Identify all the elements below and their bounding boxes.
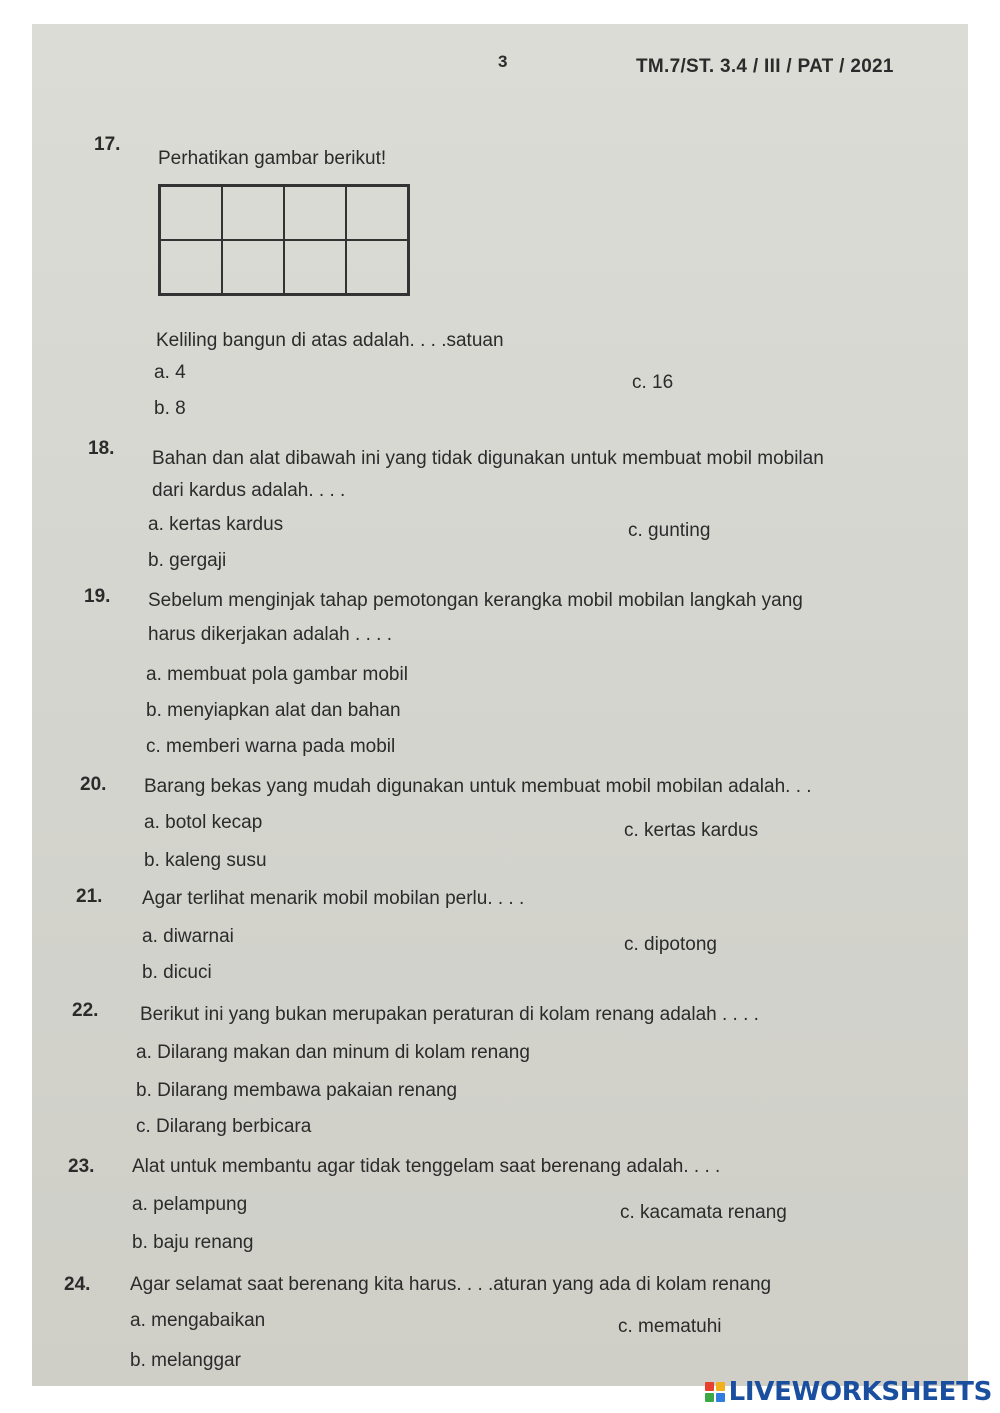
- question-number: 23.: [68, 1156, 95, 1177]
- option-b: b. kaleng susu: [144, 850, 267, 871]
- option-c: c. mematuhi: [618, 1316, 722, 1337]
- question-text: Alat untuk membantu agar tidak tenggelam saat berenang adalah. . . .: [132, 1156, 721, 1177]
- option-c: c. kertas kardus: [624, 820, 759, 841]
- option-c: c. dipotong: [624, 934, 717, 955]
- page-number: 3: [498, 52, 508, 71]
- question-text-continued: Keliling bangun di atas adalah. . . .satuan: [156, 330, 504, 351]
- option-b: b. 8: [154, 398, 186, 419]
- option-c: c. Dilarang berbicara: [136, 1116, 312, 1137]
- question-number: 21.: [76, 886, 103, 907]
- option-b: b. baju renang: [132, 1232, 254, 1253]
- option-c: c. 16: [632, 372, 674, 393]
- question-text: Berikut ini yang bukan merupakan peraturan di kolam renang adalah . . . .: [140, 1004, 759, 1025]
- liveworksheets-icon: [705, 1382, 725, 1402]
- option-c: c. memberi warna pada mobil: [146, 736, 396, 757]
- option-b: b. dicuci: [142, 962, 212, 983]
- option-b: b. melanggar: [130, 1350, 241, 1371]
- question-text-continued: dari kardus adalah. . . .: [152, 480, 346, 501]
- option-b: b. Dilarang membawa pakaian renang: [136, 1080, 458, 1101]
- question-text: Bahan dan alat dibawah ini yang tidak digunakan untuk membuat mobil mobilan: [152, 448, 824, 469]
- option-a: a. kertas kardus: [148, 514, 284, 535]
- brand-name: LIVEWORKSHEETS: [728, 1377, 992, 1407]
- question-text: Perhatikan gambar berikut!: [158, 148, 387, 169]
- option-a: a. Dilarang makan dan minum di kolam renang: [136, 1042, 530, 1063]
- question-number: 20.: [80, 774, 107, 795]
- rectangle-grid-figure: [158, 184, 410, 296]
- option-a: a. botol kecap: [144, 812, 263, 833]
- question-text-continued: harus dikerjakan adalah . . . .: [148, 624, 392, 645]
- option-a: a. mengabaikan: [130, 1310, 266, 1331]
- question-number: 24.: [64, 1274, 91, 1295]
- question-number: 19.: [84, 586, 111, 607]
- document-code: TM.7/ST. 3.4 / III / PAT / 2021: [636, 56, 894, 77]
- question-number: 18.: [88, 438, 115, 459]
- question-text: Sebelum menginjak tahap pemotongan kerangka mobil mobilan langkah yang: [148, 590, 803, 611]
- question-text: Barang bekas yang mudah digunakan untuk membuat mobil mobilan adalah. . .: [144, 776, 812, 797]
- option-b: b. menyiapkan alat dan bahan: [146, 700, 401, 721]
- option-b: b. gergaji: [148, 550, 227, 571]
- option-a: a. diwarnai: [142, 926, 234, 947]
- question-text: Agar selamat saat berenang kita harus. . . .aturan yang ada di kolam renang: [130, 1274, 772, 1295]
- option-a: a. pelampung: [132, 1194, 248, 1215]
- worksheet-page: [32, 24, 968, 1386]
- question-text: Agar terlihat menarik mobil mobilan perlu. . . .: [142, 888, 525, 909]
- question-number: 17.: [94, 134, 121, 155]
- option-a: a. 4: [154, 362, 186, 383]
- option-c: c. kacamata renang: [620, 1202, 787, 1223]
- option-a: a. membuat pola gambar mobil: [146, 664, 408, 685]
- option-c: c. gunting: [628, 520, 711, 541]
- question-number: 22.: [72, 1000, 99, 1021]
- liveworksheets-logo[interactable]: [705, 1377, 992, 1407]
